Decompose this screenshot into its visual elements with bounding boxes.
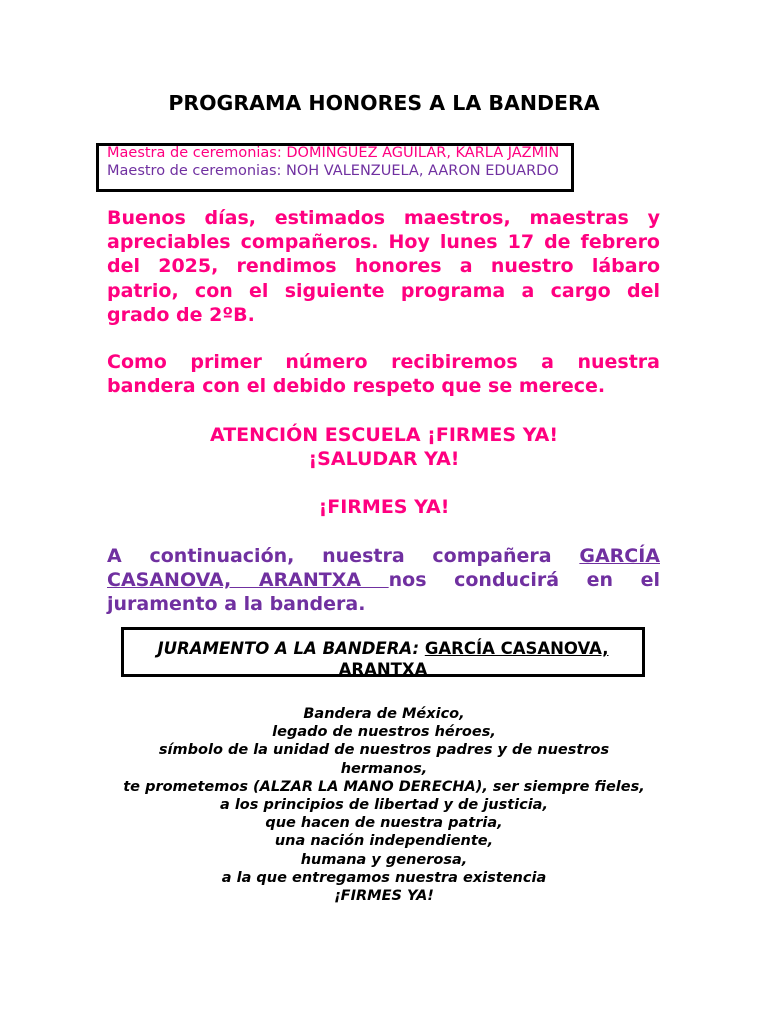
maestra-label: Maestra de ceremonias: (107, 145, 287, 161)
command-saludar: ¡SALUDAR YA! (308, 448, 460, 470)
poem-line: te prometemos (ALZAR LA MANO DERECHA), ser siempre fieles, (123, 778, 645, 795)
juramento-name: GARCÍA CASANOVA, ARANTXA (338, 639, 609, 679)
continuation-before: A continuación, nuestra compañera (107, 545, 580, 567)
poem-line: una nación independiente, (274, 833, 494, 850)
maestra-de-ceremonias (107, 145, 559, 161)
poem-line: humana y generosa, (300, 851, 468, 868)
document-title: PROGRAMA HONORES A LA BANDERA (168, 91, 600, 115)
maestro-name: NOH VALENZUELA, AARON EDUARDO (286, 163, 559, 179)
command-atencion: ATENCIÓN ESCUELA ¡FIRMES YA! (209, 424, 559, 446)
juramento-text (0, 705, 768, 905)
poem-line: hermanos, (340, 760, 428, 777)
first-number-paragraph: Como primer número recibiremos a nuestra bandera con el debido respeto que se merece. (107, 351, 660, 398)
poem-line: que hacen de nuestra patria, (265, 815, 503, 832)
poem-line: símbolo de la unidad de nuestros padres y de nuestros (158, 742, 610, 759)
poem-line: ¡FIRMES YA! (334, 888, 434, 905)
intro-paragraph: Buenos días, estimados maestros, maestras y apreciables compañeros. Hoy lunes 17 de febrero del 2025, rendimos honores a nuestro lábaro patrio, con el siguiente programa a cargo del grado de 2ºB. (107, 207, 660, 326)
juramento-label: JURAMENTO A LA BANDERA: (157, 639, 425, 658)
juramento-heading (121, 638, 645, 680)
maestra-name: DOMINGUEZ AGUILAR, KARLA JAZMIN (286, 145, 560, 161)
poem-line: Bandera de México, (303, 706, 465, 722)
maestro-de-ceremonias (107, 163, 559, 179)
command-firmes: ¡FIRMES YA! (318, 496, 450, 518)
maestro-label: Maestro de ceremonias: (107, 163, 287, 179)
continuation-after: nos conducirá en el juramento a la bandera. (107, 569, 660, 616)
poem-line: a la que entregamos nuestra existencia (221, 869, 547, 886)
poem-line: legado de nuestros héroes, (272, 724, 496, 741)
continuation-paragraph (107, 544, 660, 617)
continuation-name: GARCÍA CASANOVA, ARANTXA (107, 545, 660, 592)
poem-line: a los principios de libertad y de justicia, (220, 797, 548, 814)
